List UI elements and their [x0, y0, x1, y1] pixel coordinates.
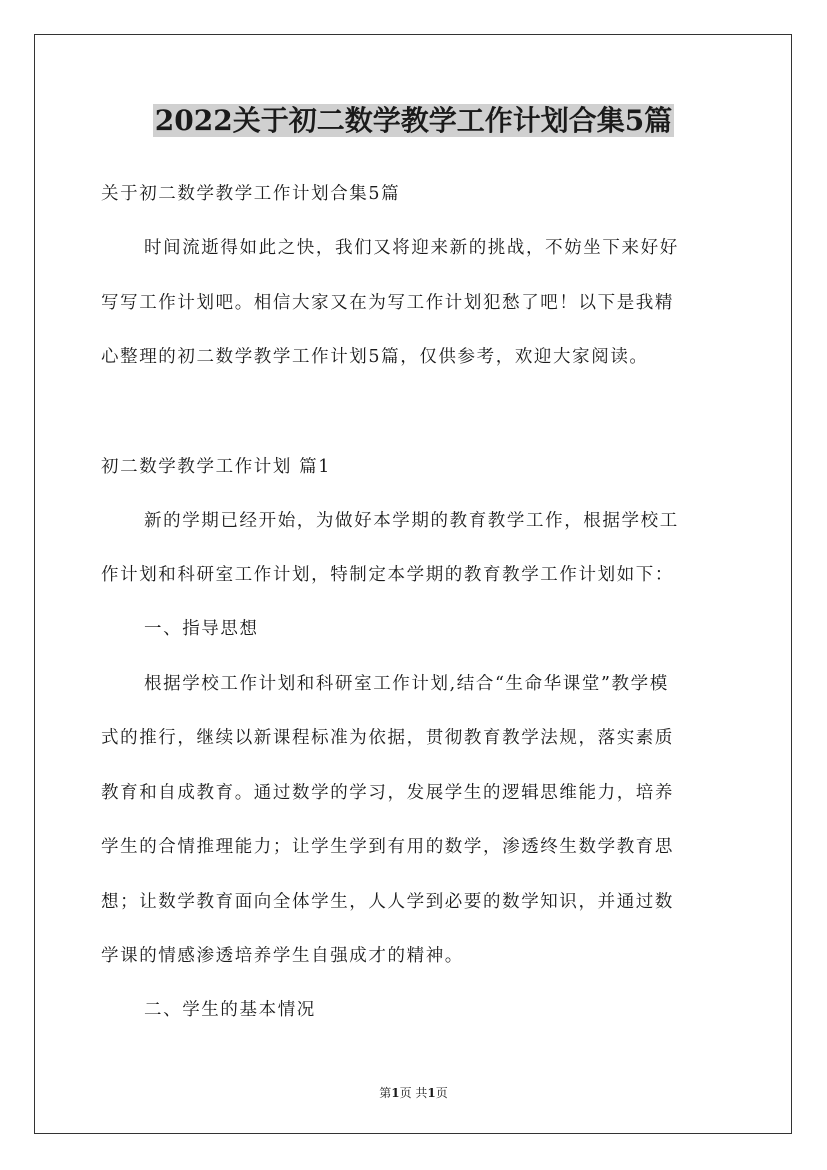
- intro-line-3: 心整理的初二数学教学工作计划5篇，仅供参考，欢迎大家阅读。: [101, 347, 649, 367]
- part2-heading: 二、学生的基本情况: [144, 1000, 316, 1020]
- footer-page-total: 1: [427, 1086, 436, 1100]
- footer-suffix: 页: [435, 1086, 448, 1100]
- footer-prefix: 第: [379, 1086, 392, 1100]
- footer-mid: 页 共: [399, 1086, 428, 1100]
- part1-line-3: 教育和自成教育。通过数学的学习，发展学生的逻辑思维能力，培养: [101, 783, 674, 803]
- document-subtitle: 关于初二数学教学工作计划合集5篇: [101, 184, 401, 204]
- section-intro-line-2: 作计划和科研室工作计划，特制定本学期的教育教学工作计划如下：: [101, 565, 674, 585]
- document-title-text: 2022关于初二数学教学工作计划合集5篇: [154, 104, 673, 137]
- page-footer: [0, 1085, 827, 1101]
- part1-line-2: 式的推行，继续以新课程标准为依据，贯彻教育教学法规，落实素质: [101, 728, 674, 748]
- footer-page-current: 1: [391, 1086, 400, 1100]
- part1-line-4: 学生的合情推理能力；让学生学到有用的数学，渗透终生数学教育思: [101, 837, 674, 857]
- part1-line-1: 根据学校工作计划和科研室工作计划,结合“生命华课堂”教学模: [144, 674, 669, 694]
- section-intro-line-1: 新的学期已经开始，为做好本学期的教育教学工作，根据学校工: [144, 511, 679, 531]
- intro-line-2: 写写工作计划吧。相信大家又在为写工作计划犯愁了吧！以下是我精: [101, 293, 674, 313]
- intro-line-1: 时间流逝得如此之快，我们又将迎来新的挑战，不妨坐下来好好: [144, 238, 679, 258]
- section-heading: 初二数学教学工作计划 篇1: [101, 457, 331, 477]
- part1-heading: 一、指导思想: [144, 619, 259, 639]
- document-title: [0, 101, 827, 141]
- part1-line-6: 学课的情感渗透培养学生自强成才的精神。: [101, 946, 464, 966]
- part1-line-5: 想；让数学教育面向全体学生，人人学到必要的数学知识，并通过数: [101, 892, 674, 912]
